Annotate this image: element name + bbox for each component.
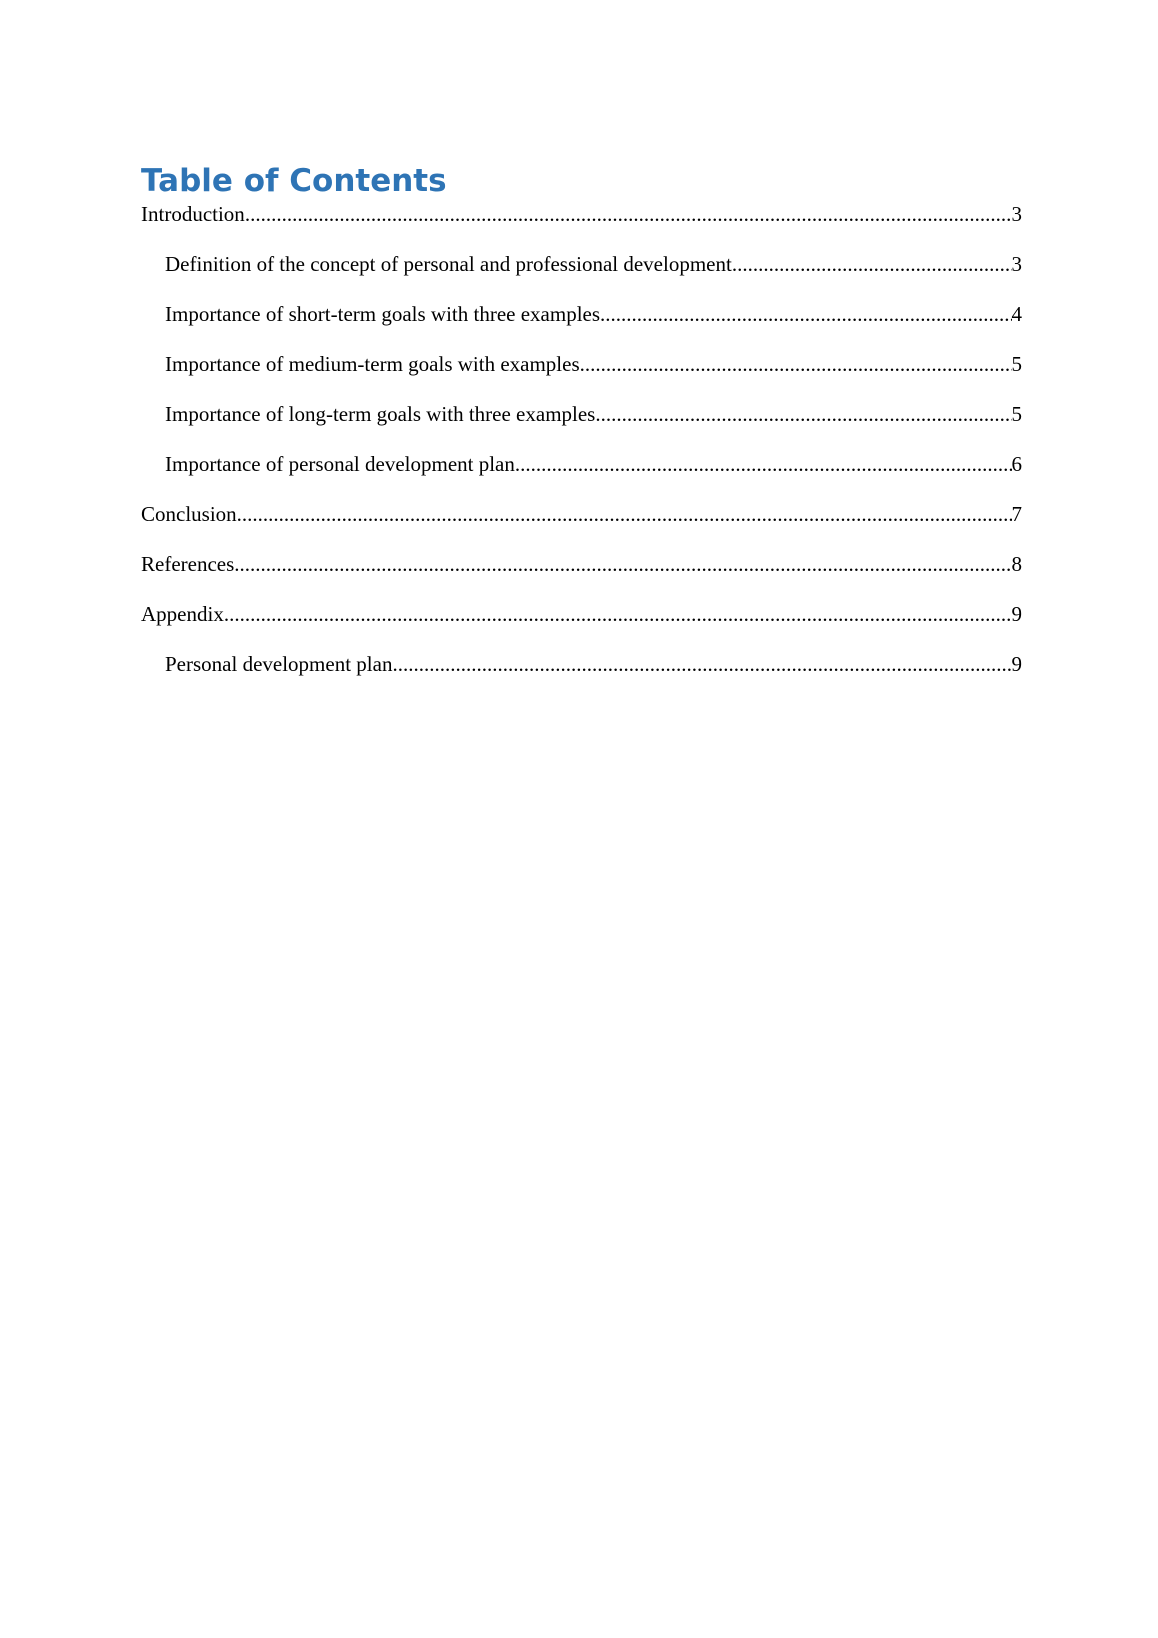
toc-entry-introduction[interactable] xyxy=(141,198,1022,248)
toc-page-number: 7 xyxy=(1011,502,1022,526)
toc-entry-label: Appendix xyxy=(141,602,224,626)
dot-leader xyxy=(245,202,1012,226)
toc-page-number: 5 xyxy=(1011,402,1022,426)
dot-leader xyxy=(732,252,1012,276)
toc-entry-appendix[interactable] xyxy=(141,598,1022,648)
toc-entry-label: Importance of personal development plan xyxy=(165,452,515,476)
toc-page-number: 9 xyxy=(1011,652,1022,676)
toc-page-number: 8 xyxy=(1011,552,1022,576)
dot-leader xyxy=(580,352,1012,376)
dot-leader xyxy=(392,652,1011,676)
toc-entry-personal-development-plan-importance[interactable] xyxy=(141,448,1022,498)
dot-leader xyxy=(237,502,1012,526)
toc-page-number: 9 xyxy=(1011,602,1022,626)
toc-entry-references[interactable] xyxy=(141,548,1022,598)
toc-page-number: 5 xyxy=(1011,352,1022,376)
toc-entry-label: References xyxy=(141,552,235,576)
dot-leader xyxy=(595,402,1011,426)
toc-page-number: 3 xyxy=(1011,202,1022,226)
table-of-contents xyxy=(141,160,1022,698)
dot-leader xyxy=(600,302,1011,326)
toc-entry-conclusion[interactable] xyxy=(141,498,1022,548)
toc-entry-short-term-goals[interactable] xyxy=(141,298,1022,348)
toc-entry-label: Conclusion xyxy=(141,502,237,526)
toc-page-number: 4 xyxy=(1011,302,1022,326)
toc-entry-label: Personal development plan xyxy=(165,652,393,676)
toc-entry-long-term-goals[interactable] xyxy=(141,398,1022,448)
toc-entry-label: Definition of the concept of personal and professional development xyxy=(165,252,732,276)
toc-page-number: 3 xyxy=(1011,252,1022,276)
toc-entry-label: Importance of medium-term goals with examples xyxy=(165,352,580,376)
toc-list xyxy=(141,198,1022,698)
dot-leader xyxy=(224,602,1012,626)
toc-title: Table of Contents xyxy=(141,163,447,199)
toc-entry-medium-term-goals[interactable] xyxy=(141,348,1022,398)
toc-entry-label: Importance of long-term goals with three examples xyxy=(165,402,596,426)
toc-entry-label: Importance of short-term goals with three examples xyxy=(165,302,601,326)
toc-entry-label: Introduction xyxy=(141,202,245,226)
dot-leader xyxy=(234,552,1011,576)
toc-page-number: 6 xyxy=(1011,452,1022,476)
toc-entry-definition[interactable] xyxy=(141,248,1022,298)
dot-leader xyxy=(515,452,1012,476)
toc-entry-personal-development-plan[interactable] xyxy=(141,648,1022,698)
